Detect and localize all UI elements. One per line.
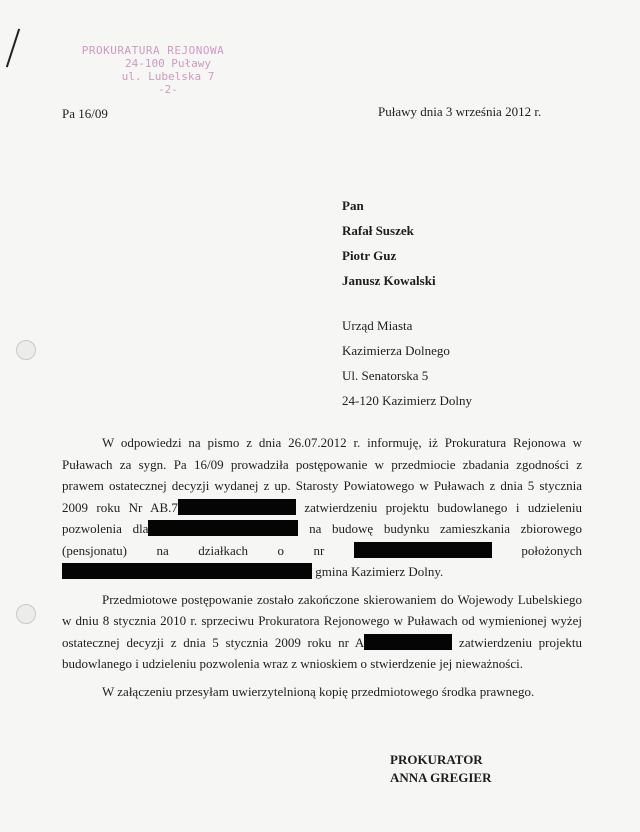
body-text-span: W odpowiedzi na pismo z dnia 26.07.2012 r. informuję, iż Prokuratura Rejonowa w Puławach za sygn. Pa 16/09 prowadziła postępowanie w przedmiocie zbadania zgodności z prawem ostatecznej decyzji wydanej z up. Starosty Powiatowego w Puławach z dnia 5 stycznia 2009 roku Nr AB.7	[62, 435, 582, 515]
paragraph-3: W załączeniu przesyłam uwierzytelnioną kopię przedmiotowego środka prawnego.	[102, 683, 535, 699]
body-text-span: zatwierdzeniu projektu budowlanego i udzieleniu pozwolenia wraz z wnioskiem o stwierdzenie jej nieważności.	[62, 634, 582, 671]
paragraph-2	[62, 589, 582, 675]
recipient-name: Piotr Guz	[342, 248, 397, 263]
recipient-salutation: Pan	[342, 198, 364, 213]
signature-block	[390, 752, 492, 788]
address-line: Urząd Miasta	[342, 318, 413, 333]
body-text-span: zatwierdzeniu projektu budowlanego i udzieleniu pozwolenia dla	[62, 499, 582, 536]
paragraph-1	[62, 432, 582, 583]
address-line: Ul. Senatorska 5	[342, 368, 429, 383]
stamp-line-4: -2-	[158, 83, 178, 96]
stamp-line-1: PROKURATURA REJONOWA	[81, 44, 225, 57]
punch-hole	[16, 604, 36, 624]
body-text-span: położonych	[521, 542, 583, 558]
redaction-bar	[148, 520, 298, 536]
pen-mark	[6, 29, 20, 68]
address-block	[342, 318, 472, 418]
signature-name: ANNA GREGIER	[390, 770, 492, 785]
recipient-name: Rafał Suszek	[342, 223, 414, 238]
address-line: Kazimierza Dolnego	[342, 343, 450, 358]
letter-date: Puławy dnia 3 września 2012 r.	[378, 104, 542, 119]
recipient-name: Janusz Kowalski	[342, 273, 436, 288]
recipients-block	[342, 198, 436, 298]
body-text-span: na budowę budynku zamieszkania zbiorowego (pensjonatu) na działkach o nr	[62, 521, 583, 558]
signature-title: PROKURATOR	[390, 752, 483, 767]
redaction-bar	[354, 542, 492, 558]
body-text-span: gmina Kazimierz Dolny.	[315, 564, 444, 579]
stamp-line-3: ul. Lubelska 7	[121, 70, 215, 83]
letter-body	[62, 432, 582, 702]
body-text-span: Przedmiotowe postępowanie zostało zakończone skierowaniem do Wojewody Lubelskiego w dniu 8 stycznia 2010 r. sprzeciwu Prokuratora Rejonowego w Puławach od wymienionej wyżej ostatecznej decyzji z dnia 5 stycznia 2009 roku nr A	[62, 591, 582, 650]
redaction-bar	[62, 563, 312, 579]
punch-hole	[16, 340, 36, 360]
redaction-bar	[178, 499, 296, 515]
office-stamp	[58, 44, 248, 96]
redaction-bar	[364, 634, 452, 650]
stamp-line-2: 24-100 Puławy	[124, 57, 212, 70]
case-reference: Pa 16/09	[62, 106, 108, 121]
address-line: 24-120 Kazimierz Dolny	[342, 393, 472, 408]
